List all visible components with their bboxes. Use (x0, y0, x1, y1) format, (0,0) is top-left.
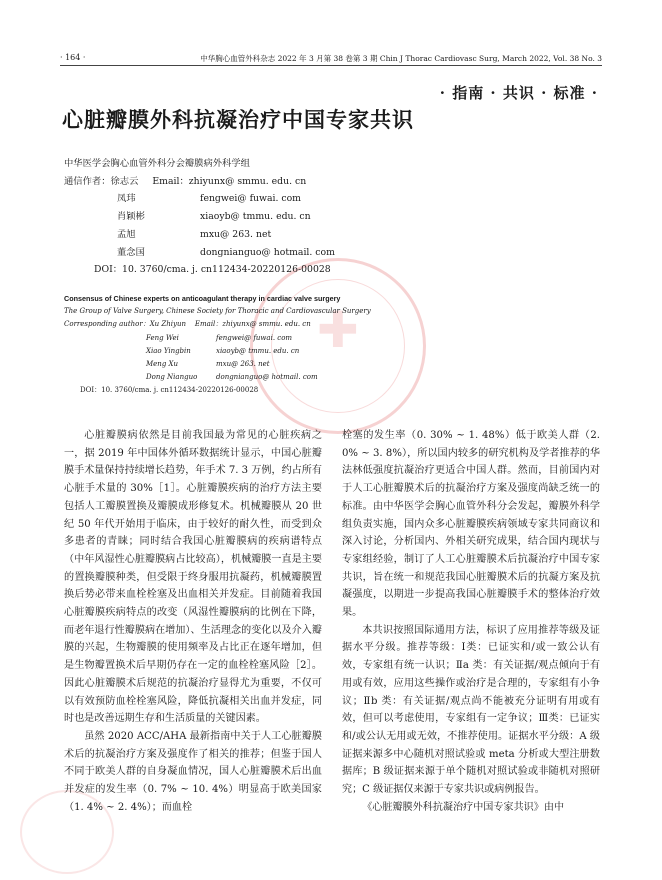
body-paragraph: 本共识按照国际通用方法，标识了应用推荐等级及证据水平分级。推荐等级：Ⅰ类：已证实和/或一致公认有效，专家组有统一认识；Ⅱa 类：有关证据/观点倾向于有用或有效，应用这些操作或治疗是合理的，专家组有小争议；Ⅱb 类：有关证据/观点尚不能被充分证明有用或有效，但可以考虑使用，专家组有一定争议；Ⅲ类：已证实和/或公认无用或无效，不推荐使用。证据水平分级：A 级证据来源多中心随机对照试验或 meta 分析或大型注册数据库；B 级证据来源于单个随机对照试验或非随机对照研究；C 级证据仅来源于专家共识或病例报告。 (342, 624, 600, 796)
english-author-row (64, 371, 604, 384)
english-corresponding-label: Corresponding author：Xu Zhiyun Email： (64, 320, 223, 329)
author-name: 肖颖彬 (117, 211, 145, 223)
body-paragraph: 心脏瓣膜病依然是目前我国最为常见的心脏疾病之一，据 2019 年中国体外循环数据统计显示，中国心脏瓣膜手术量保持持续增长趋势，年手术 7. 3 万例，约占所有心脏手术量的 30%［1］。心脏瓣膜疾病的治疗方法主要包括人工瓣膜置换及瓣膜成形修复术。机械瓣膜从 20 世纪 50 年代开始用于临床，由于较好的耐久性，而受到众多患者的青睐；同时结合我国心脏瓣膜病的疾病谱特点（中年风湿性心脏瓣膜病占比较高），机械瓣膜一直是主要的置换瓣膜种类，但受限于终身服用抗凝药，机械瓣膜置换后势必带来血栓栓塞及出血相关并发症。目前随着我国心脏瓣膜疾病特点的改变（风湿性瓣膜病的比例在下降，而老年退行性瓣膜病在增加）、生活理念的变化以及介入瓣膜的兴起，生物瓣膜的使用频率及占比正在逐年增加，但是生物瓣置换术后早期仍存在一定的血栓栓塞风险［2］。因此心脏瓣膜术后规范的抗凝治疗显得尤为重要，不仅可以有效预防血栓栓塞风险，降低抗凝相关出血并发症，同时也是改善远期生存和生活质量的关键因素。 (64, 430, 322, 725)
author-name: 董念国 (117, 246, 145, 258)
email-link[interactable]: xiaoyb@ tmmu. edu. cn (216, 346, 300, 355)
email-link[interactable]: zhiyunx@ smmu. edu. cn (188, 175, 307, 187)
author-row (64, 190, 335, 208)
article-title: 心脏瓣膜外科抗凝治疗中国专家共识 (62, 107, 414, 132)
email-link[interactable]: fengwei@ fuwai. com (200, 193, 301, 205)
email-link[interactable]: dongnianguo@ hotmail. com (200, 246, 335, 258)
body-paragraph: 《心脏瓣膜外科抗凝治疗中国专家共识》由中 (362, 801, 565, 813)
english-author-row (64, 345, 604, 358)
running-head: 中华胸心血管外科杂志 2022 年 3 月第 38 卷第 3 期 Chin J Thorac Cardiovasc Surg, March 2022, Vol. 38 No. 3 (200, 54, 602, 63)
body-paragraph: 虽然 2020 ACC/AHA 最新指南中关于人工心脏瓣膜术后的抗凝治疗方案及强度作了相关的推荐；但鉴于国人不同于欧美人群的自身凝血情况，国人心脏瓣膜术后出血并发症的发生率（0. 7% ~ 10. 4%）明显高于欧美国家（1. 4% ~ 2. 4%）；而血栓 (64, 730, 322, 813)
english-title: Consensus of Chinese experts on anticoagulant therapy in cardiac valve surgery (64, 294, 341, 303)
email-link[interactable]: mxu@ 263. net (216, 360, 270, 369)
english-corresponding-row (64, 318, 604, 331)
english-author-row (64, 332, 604, 345)
english-author-name: Dong Nianguo (146, 373, 198, 382)
author-name: 孟旭 (117, 228, 136, 240)
body-column-left (64, 427, 322, 816)
column-tag: · 指南 · 共识 · 标准 · (439, 84, 598, 102)
author-row (64, 226, 335, 244)
english-author-name: Xiao Yingbin (146, 346, 191, 355)
email-label: Email： (152, 175, 189, 187)
watermark-emblem-icon: ✚ (317, 301, 359, 359)
english-author-name: Meng Xu (146, 360, 179, 369)
email-link[interactable]: xiaoyb@ tmmu. edu. cn (200, 211, 311, 223)
english-doi: DOI：10. 3760/cma. j. cn112434-20220126-00028 (80, 386, 259, 395)
header-rule (60, 65, 602, 66)
email-link[interactable]: mxu@ 263. net (200, 228, 272, 240)
english-author-row (64, 358, 604, 371)
corresponding-author-row (64, 173, 335, 191)
english-group: The Group of Valve Surgery, Chinese Society for Thoracic and Cardiovascular Surgery (64, 307, 371, 316)
chinese-metadata (64, 155, 335, 279)
author-row (64, 244, 335, 262)
body-paragraph: 栓塞的发生率（0. 30% ~ 1. 48%）低于欧美人群（2. 0% ~ 3. 8%），所以国内较多的研究机构及学者推荐的华法林低强度抗凝治疗更适合中国人群。然而，目前国内对于人工心脏瓣膜术后的抗凝治疗方案及强度尚缺乏统一的标准。由中华医学会胸心血管外科分会发起，瓣膜外科学组负责实施，国内众多心脏瓣膜疾病领域专家共同商议和深入讨论，分析国内、外相关研究成果，结合国内现状与专家组经验，制订了人工心脏瓣膜术后抗凝治疗中国专家共识，旨在统一和规范我国心脏瓣膜术后的抗凝方案及抗凝强度，以期进一步提高我国心脏瓣膜手术的整体治疗效果。 (342, 430, 600, 619)
page-number: · 164 · (60, 53, 86, 62)
author-group: 中华医学会胸心血管外科分会瓣膜病外科学组 (64, 158, 250, 169)
corresponding-label: 通信作者：徐志云 (64, 175, 139, 187)
doi: DOI：10. 3760/cma. j. cn112434-20220126-00028 (94, 264, 331, 276)
author-row (64, 208, 335, 226)
english-metadata (64, 292, 604, 398)
english-author-name: Feng Wei (146, 333, 179, 342)
body-column-right (342, 427, 600, 816)
author-name: 凤玮 (117, 193, 136, 205)
email-link[interactable]: dongnianguo@ hotmail. com (216, 373, 318, 382)
email-link[interactable]: zhiyunx@ smmu. edu. cn (222, 320, 311, 329)
email-link[interactable]: fengwei@ fuwai. com (216, 333, 293, 342)
